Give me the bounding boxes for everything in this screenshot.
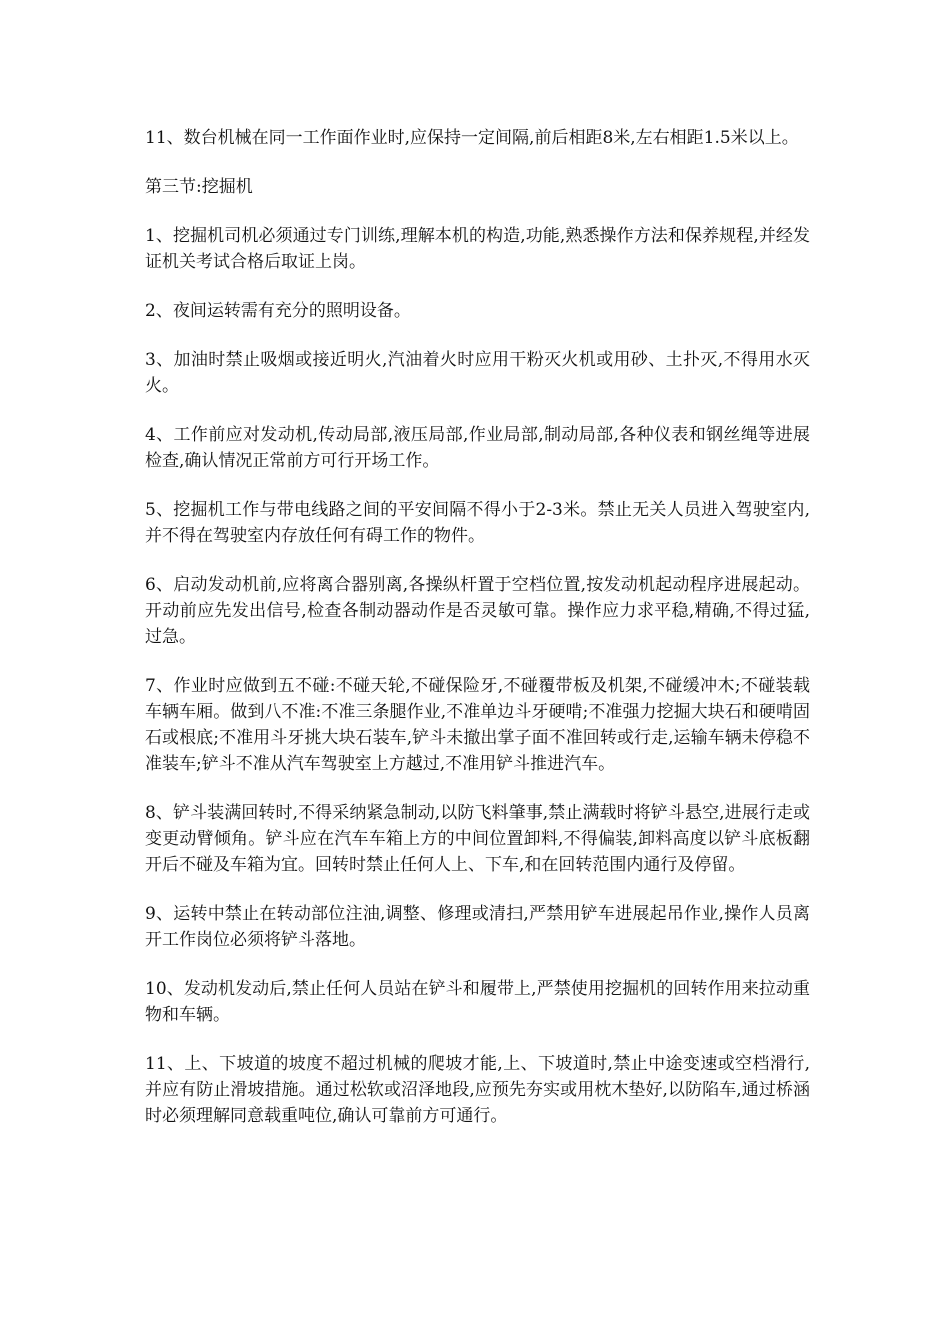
paragraph-item-6: 6、启动发动机前,应将离合器别离,各操纵杆置于空档位置,按发动机起动程序进展起动。开动前应先发出信号,检查各制动器动作是否灵敏可靠。操作应力求平稳,精确,不得过猛,过急。 bbox=[145, 575, 810, 647]
section-heading-excavator: 第三节:挖掘机 bbox=[145, 177, 253, 197]
paragraph-item-4: 4、工作前应对发动机,传动局部,液压局部,作业局部,制动局部,各种仪表和钢丝绳等进展检查,确认情况正常前方可行开场工作。 bbox=[145, 425, 810, 471]
paragraph-item-2: 2、夜间运转需有充分的照明设备。 bbox=[145, 301, 411, 321]
paragraph-item-7: 7、作业时应做到五不碰:不碰天轮,不碰保险牙,不碰覆带板及机架,不碰缓冲木;不碰装载车辆车厢。做到八不准:不准三条腿作业,不准单边斗牙硬啃;不准强力挖掘大块石和硬啃固石或根底;不准用斗牙挑大块石装车,铲斗未撤出掌子面不准回转或行走,运输车辆未停稳不准装车;铲斗不准从汽车驾驶室上方越过,不准用铲斗推进汽车。 bbox=[145, 676, 810, 774]
paragraph-item-1: 1、挖掘机司机必须通过专门训练,理解本机的构造,功能,熟悉操作方法和保养规程,并经发证机关考试合格后取证上岗。 bbox=[145, 226, 810, 272]
paragraph-item-10: 10、发动机发动后,禁止任何人员站在铲斗和履带上,严禁使用挖掘机的回转作用来拉动重物和车辆。 bbox=[145, 979, 810, 1025]
paragraph-item-11-slopes: 11、上、下坡道的坡度不超过机械的爬坡才能,上、下坡道时,禁止中途变速或空档滑行,并应有防止滑坡措施。通过松软或沼泽地段,应预先夯实或用枕木垫好,以防陷车,通过桥涵时必须理解同意载重吨位,确认可靠前方可通行。 bbox=[145, 1054, 810, 1126]
paragraph-item-9: 9、运转中禁止在转动部位注油,调整、修理或清扫,严禁用铲车进展起吊作业,操作人员离开工作岗位必须将铲斗落地。 bbox=[145, 904, 810, 950]
paragraph-item-11-spacing: 11、数台机械在同一工作面作业时,应保持一定间隔,前后相距8米,左右相距1.5米以上。 bbox=[145, 128, 799, 148]
paragraph-item-5: 5、挖掘机工作与带电线路之间的平安间隔不得小于2-3米。禁止无关人员进入驾驶室内,并不得在驾驶室内存放任何有碍工作的物件。 bbox=[145, 500, 810, 546]
paragraph-item-3: 3、加油时禁止吸烟或接近明火,汽油着火时应用干粉灭火机或用砂、土扑灭,不得用水灭火。 bbox=[145, 350, 810, 396]
document-body bbox=[145, 125, 810, 1152]
paragraph-item-8: 8、铲斗装满回转时,不得采纳紧急制动,以防飞料肇事,禁止满载时将铲斗悬空,进展行走或变更动臂倾角。铲斗应在汽车车箱上方的中间位置卸料,不得偏装,卸料高度以铲斗底板翻开后不碰及车箱为宜。回转时禁止任何人上、下车,和在回转范围内通行及停留。 bbox=[145, 803, 810, 875]
